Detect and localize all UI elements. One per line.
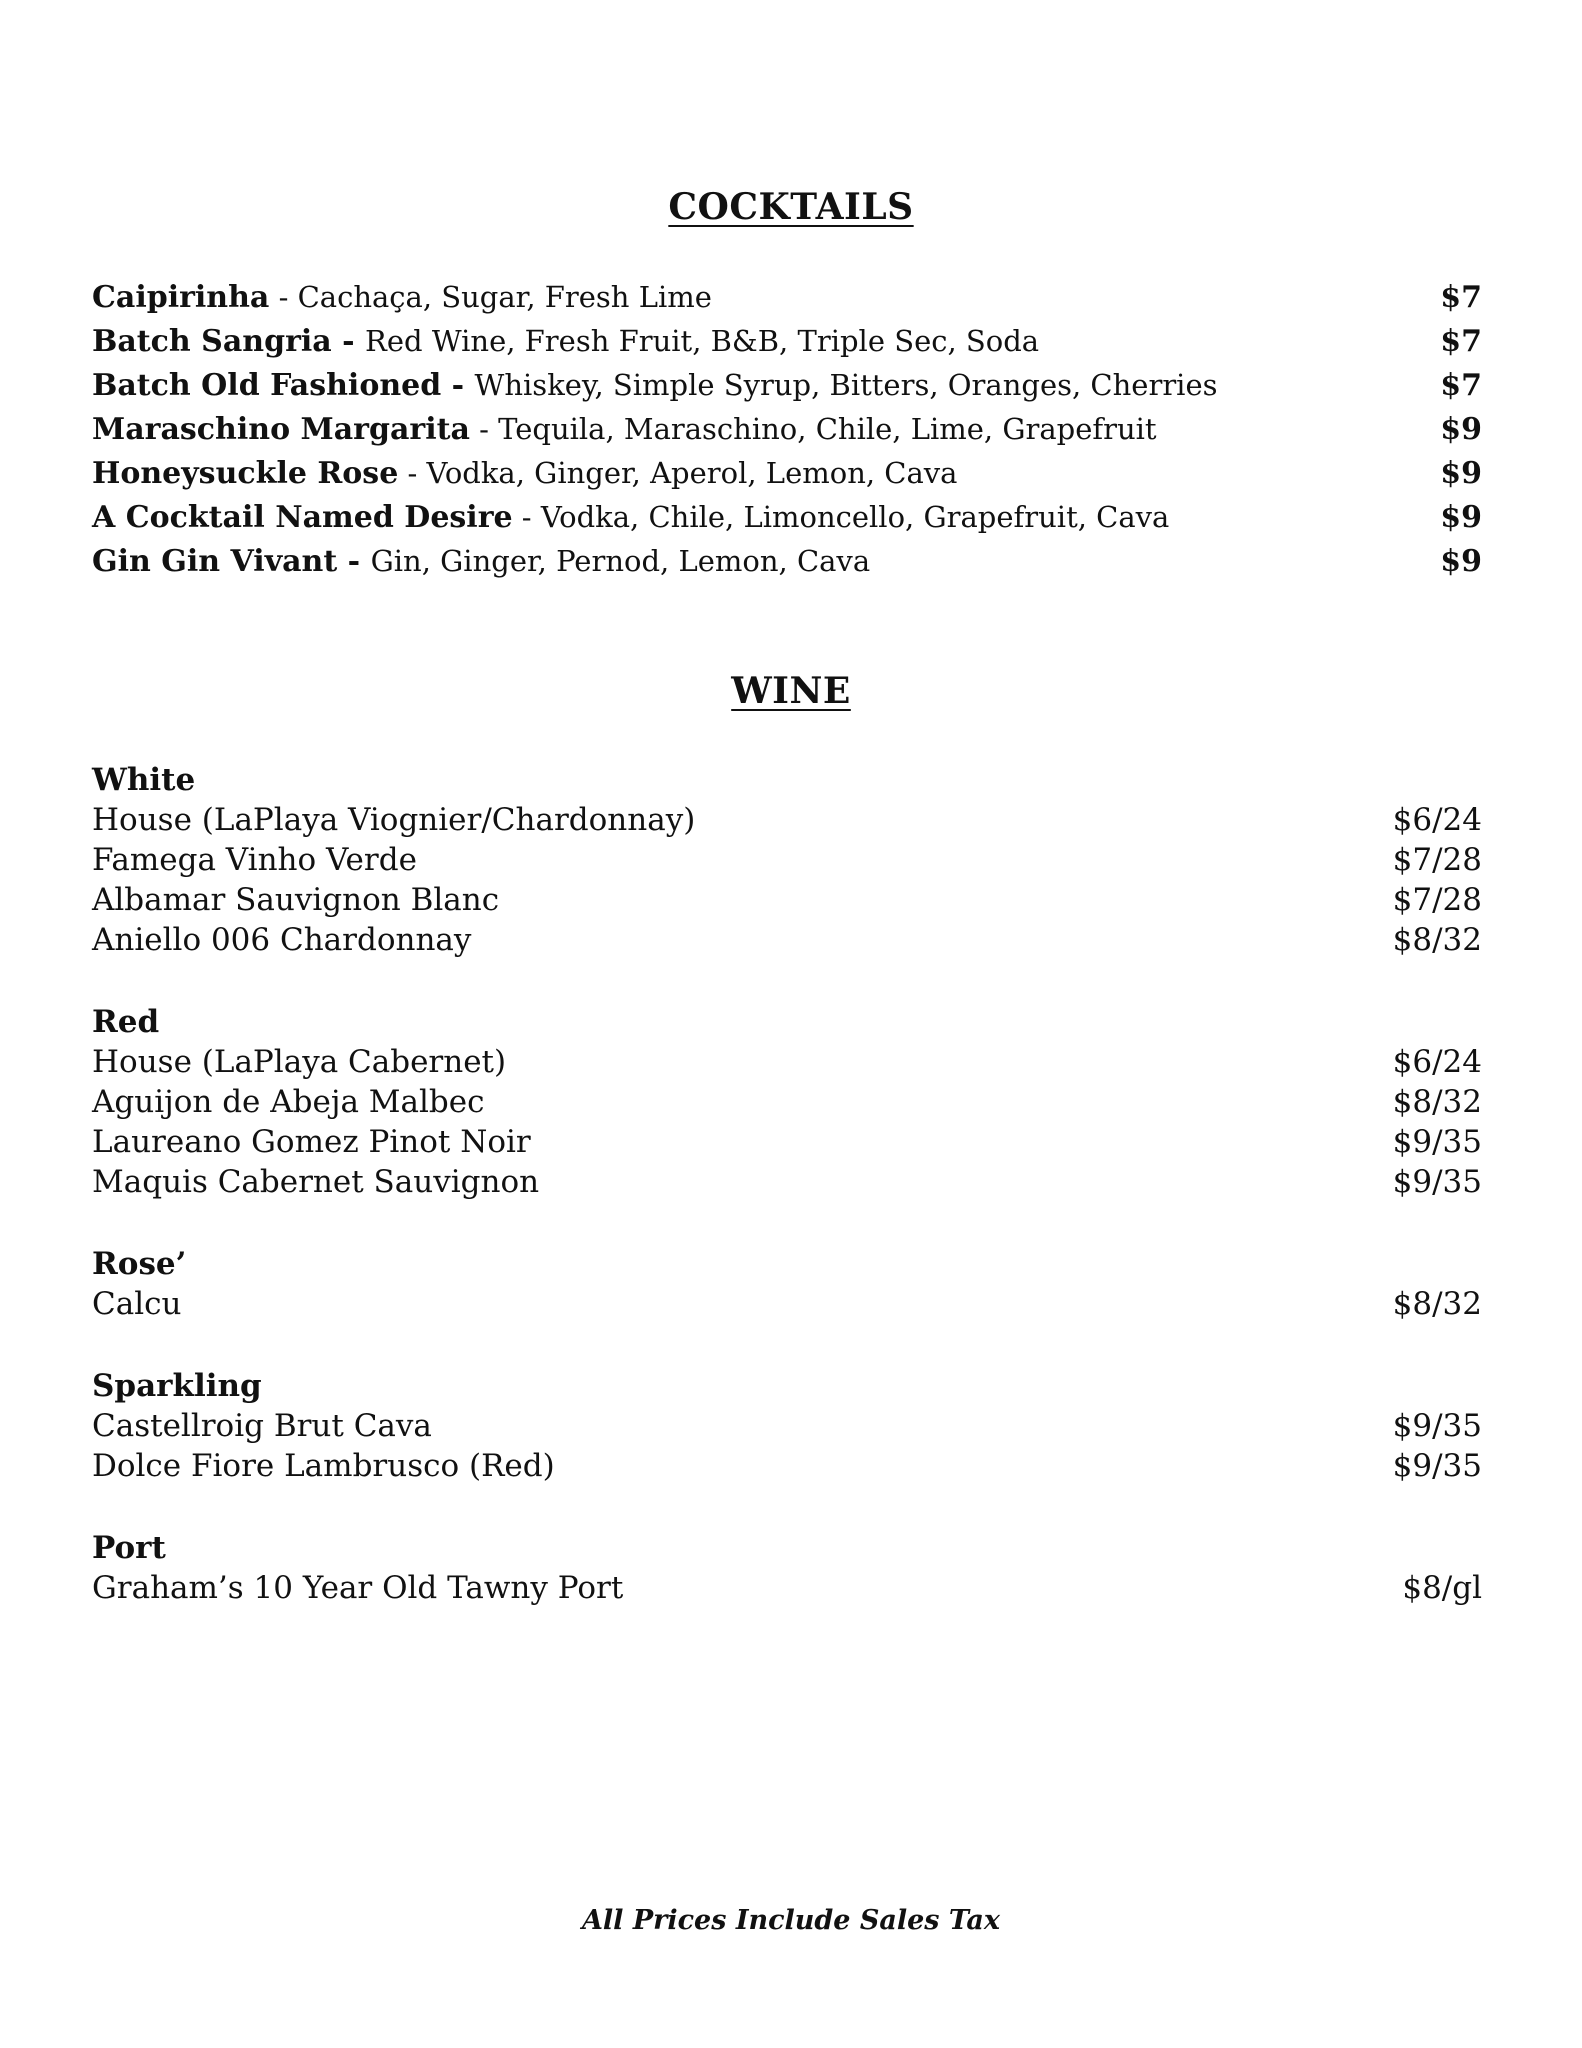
wine-item xyxy=(92,1568,1482,1608)
wine-item xyxy=(92,1122,1482,1162)
wine-item xyxy=(92,1406,1482,1446)
wine-name: Dolce Fiore Lambrusco (Red) xyxy=(92,1448,555,1484)
cocktail-item xyxy=(92,544,1482,588)
wine-price: $8/32 xyxy=(1392,1286,1482,1322)
wine-group-title: Sparkling xyxy=(92,1368,262,1404)
wine-name: Albamar Sauvignon Blanc xyxy=(92,882,500,918)
cocktail-item xyxy=(92,412,1482,456)
wine-group-rose xyxy=(92,1244,1482,1324)
cocktail-name: Gin Gin Vivant - xyxy=(92,544,371,579)
cocktail-name: Batch Old Fashioned - xyxy=(92,368,475,403)
wine-item xyxy=(92,920,1482,960)
cocktail-text xyxy=(92,324,1039,359)
wine-price: $9/35 xyxy=(1392,1164,1482,1200)
wine-name: Aguijon de Abeja Malbec xyxy=(92,1084,485,1120)
cocktail-text xyxy=(92,544,870,579)
cocktail-price: $9 xyxy=(1440,500,1482,535)
cocktail-price: $9 xyxy=(1440,544,1482,579)
cocktail-list xyxy=(92,280,1482,588)
wine-name: Maquis Cabernet Sauvignon xyxy=(92,1164,540,1200)
wine-item xyxy=(92,1162,1482,1202)
cocktail-description: Whiskey, Simple Syrup, Bitters, Oranges, Cherries xyxy=(474,368,1218,402)
cocktail-name: Maraschino Margarita xyxy=(92,412,470,447)
cocktail-separator: - xyxy=(512,500,541,534)
wine-name: Castellroig Brut Cava xyxy=(92,1408,432,1444)
cocktail-name: Caipirinha xyxy=(92,280,270,315)
cocktail-description: Red Wine, Fresh Fruit, B&B, Triple Sec, Soda xyxy=(365,324,1040,358)
wine-heading: WINE xyxy=(731,670,851,712)
wine-group-title: White xyxy=(92,762,196,798)
cocktail-text xyxy=(92,280,712,315)
wine-name: Aniello 006 Chardonnay xyxy=(92,922,472,958)
cocktail-text xyxy=(92,500,1169,535)
wine-item xyxy=(92,1042,1482,1082)
cocktail-description: Gin, Ginger, Pernod, Lemon, Cava xyxy=(370,544,871,578)
cocktail-separator: - xyxy=(469,412,499,446)
wine-price: $7/28 xyxy=(1392,842,1482,878)
wine-price: $6/24 xyxy=(1392,1044,1482,1080)
wine-price: $7/28 xyxy=(1392,882,1482,918)
cocktail-text xyxy=(92,456,957,491)
cocktail-name: A Cocktail Named Desire xyxy=(92,500,513,535)
cocktail-price: $7 xyxy=(1440,280,1482,315)
wine-price: $8/gl xyxy=(1402,1570,1482,1606)
wine-name: House (LaPlaya Viognier/Chardonnay) xyxy=(92,802,696,838)
cocktail-item xyxy=(92,280,1482,324)
wine-price: $9/35 xyxy=(1392,1124,1482,1160)
wine-group-title: Red xyxy=(92,1004,160,1040)
cocktail-name: Batch Sangria - xyxy=(92,324,366,359)
cocktail-item xyxy=(92,500,1482,544)
cocktail-description: Tequila, Maraschino, Chile, Lime, Grapefruit xyxy=(498,412,1157,446)
wine-name: Famega Vinho Verde xyxy=(92,842,417,878)
wine-group-sparkling xyxy=(92,1366,1482,1486)
wine-price: $9/35 xyxy=(1392,1448,1482,1484)
cocktail-separator: - xyxy=(398,456,427,490)
cocktail-item xyxy=(92,368,1482,412)
cocktail-description: Vodka, Chile, Limoncello, Grapefruit, Cava xyxy=(540,500,1170,534)
cocktail-price: $9 xyxy=(1440,412,1482,447)
cocktail-description: Cachaça, Sugar, Fresh Lime xyxy=(297,280,712,314)
wine-name: Graham’s 10 Year Old Tawny Port xyxy=(92,1570,624,1606)
cocktail-item xyxy=(92,456,1482,500)
wine-group-title: Rose’ xyxy=(92,1246,187,1282)
cocktail-price: $9 xyxy=(1440,456,1482,491)
cocktails-heading: COCKTAILS xyxy=(668,186,914,228)
wine-item xyxy=(92,1446,1482,1486)
wine-name: Laureano Gomez Pinot Noir xyxy=(92,1124,531,1160)
cocktail-text xyxy=(92,368,1218,403)
cocktail-description: Vodka, Ginger, Aperol, Lemon, Cava xyxy=(426,456,958,490)
wine-name: House (LaPlaya Cabernet) xyxy=(92,1044,507,1080)
wine-name: Calcu xyxy=(92,1286,182,1322)
wine-group-red xyxy=(92,1002,1482,1202)
cocktail-price: $7 xyxy=(1440,368,1482,403)
wine-item xyxy=(92,1284,1482,1324)
wine-group-port xyxy=(92,1528,1482,1608)
wine-price: $8/32 xyxy=(1392,922,1482,958)
cocktail-separator: - xyxy=(269,280,298,314)
wine-item xyxy=(92,840,1482,880)
wine-price: $9/35 xyxy=(1392,1408,1482,1444)
wine-group-white xyxy=(92,760,1482,960)
wine-price: $8/32 xyxy=(1392,1084,1482,1120)
wine-price: $6/24 xyxy=(1392,802,1482,838)
cocktail-name: Honeysuckle Rose xyxy=(92,456,399,491)
wine-item xyxy=(92,880,1482,920)
wine-group-title: Port xyxy=(92,1530,166,1566)
cocktail-price: $7 xyxy=(1440,324,1482,359)
sales-tax-note: All Prices Include Sales Tax xyxy=(581,1905,1001,1936)
wine-list xyxy=(92,760,1482,1650)
cocktail-text xyxy=(92,412,1157,447)
cocktail-item xyxy=(92,324,1482,368)
wine-item xyxy=(92,800,1482,840)
wine-item xyxy=(92,1082,1482,1122)
